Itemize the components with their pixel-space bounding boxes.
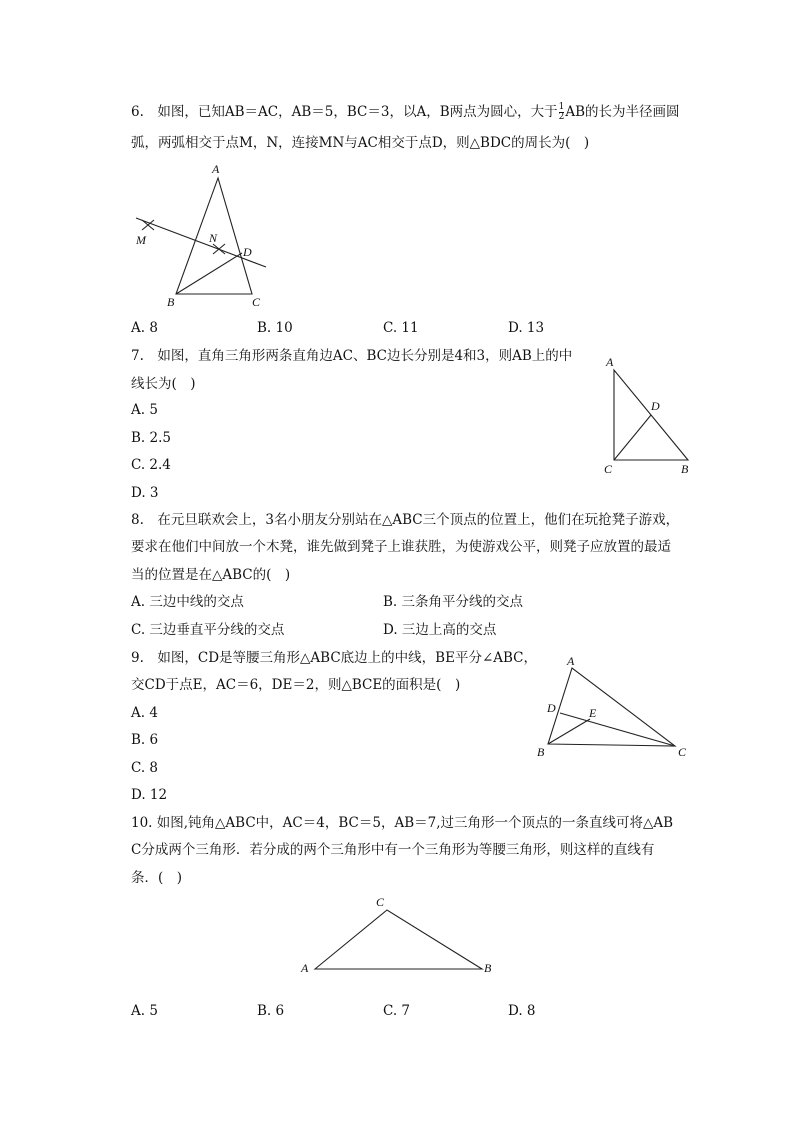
q8-option-b[interactable]: B. 三条角平分线的交点 xyxy=(383,594,524,610)
q10-option-b[interactable]: B. 6 xyxy=(257,1003,285,1019)
q9-option-d[interactable]: D. 12 xyxy=(131,787,168,803)
q9-stem-line1: 9. 如图，CD是等腰三角形△ABC底边上的中线，BE平分∠ABC， xyxy=(131,650,538,666)
q6-option-c[interactable]: C. 11 xyxy=(383,320,419,336)
q10-stem-line1: 10. 如图,钝角△ABC中，AC＝4，BC＝5，AB＝7,过三角形一个顶点的一条直线可将△AB xyxy=(131,815,674,831)
q6-fraction: $\frac{1}{2}$ xyxy=(558,102,565,122)
q7-option-c[interactable]: C. 2.4 xyxy=(131,457,171,473)
q10-label-b: B xyxy=(484,961,492,975)
q8-option-a[interactable]: A. 三边中线的交点 xyxy=(131,594,244,610)
q7-stem-line1: 7. 如图，直角三角形两条直角边AC、BC边长分别是4和3，则AB上的中 xyxy=(131,348,573,364)
q9-option-a[interactable]: A. 4 xyxy=(131,705,158,721)
q9-stem-line2: 交CD于点E，AC＝6，DE＝2，则△BCE的面积是( ) xyxy=(131,677,461,693)
q9-label-e: E xyxy=(589,706,597,720)
q6-option-a[interactable]: A. 8 xyxy=(131,320,158,336)
q9-label-d: D xyxy=(547,701,556,715)
q10-stem-line3: 条．( ) xyxy=(131,870,183,886)
q6-label-m: M xyxy=(136,233,146,247)
q6-option-d[interactable]: D. 13 xyxy=(508,320,545,336)
q9-label-c: C xyxy=(678,745,687,759)
q10-triangle xyxy=(315,910,482,969)
q10-option-a[interactable]: A. 5 xyxy=(131,1003,158,1019)
q8-option-d[interactable]: D. 三边上高的交点 xyxy=(383,622,497,638)
q6-label-a: A xyxy=(212,162,220,176)
q7-label-d: D xyxy=(651,399,660,413)
q6-stem-line2: 弧，两弧相交于点M，N，连接MN与AC相交于点D，则△BDC的周长为( ) xyxy=(131,135,590,151)
q9-option-b[interactable]: B. 6 xyxy=(131,732,159,748)
q6-segment-bd xyxy=(176,253,242,294)
q10-label-c: C xyxy=(376,895,385,909)
q8-stem-line2: 要求在他们中间放一个木凳，谁先做到凳子上谁获胜，为使游戏公平，则凳子应放置的最适 xyxy=(131,539,671,555)
q9-label-b: B xyxy=(537,745,545,759)
q10-label-a: A xyxy=(301,961,309,975)
q6-label-c: C xyxy=(252,295,261,309)
q7-label-a: A xyxy=(606,355,614,369)
q7-median-cd xyxy=(614,415,651,460)
q7-label-b: B xyxy=(681,462,689,476)
q9-figure xyxy=(540,660,690,760)
q10-option-c[interactable]: C. 7 xyxy=(383,1003,411,1019)
q6-option-b[interactable]: B. 10 xyxy=(257,320,293,336)
q10-figure xyxy=(310,900,490,980)
q6-label-n: N xyxy=(209,231,218,245)
q8-option-c[interactable]: C. 三边垂直平分线的交点 xyxy=(131,622,285,638)
q10-option-d[interactable]: D. 8 xyxy=(508,1003,536,1019)
q10-stem-line2: C分成两个三角形．若分成的两个三角形中有一个三角形为等腰三角形，则这样的直线有 xyxy=(131,842,655,858)
q9-triangle xyxy=(548,668,675,746)
q9-median-cd xyxy=(560,713,675,746)
q6-label-b: B xyxy=(167,295,175,309)
q9-option-c[interactable]: C. 8 xyxy=(131,760,159,776)
q8-stem-line1: 8. 在元旦联欢会上，3名小朋友分别站在△ABC三个顶点的位置上，他们在玩抢凳子游戏， xyxy=(131,512,680,528)
q7-figure xyxy=(600,360,700,470)
q7-stem-line2: 线长为( ) xyxy=(131,376,196,392)
q6-stem-line1: 6. 如图，已知AB＝AC，AB＝5，BC＝3，以A，B两点为圆心，大于 $\frac{1}{2}$ AB的长为半径画圆 xyxy=(131,102,680,122)
q7-option-b[interactable]: B. 2.5 xyxy=(131,430,171,446)
q7-label-c: C xyxy=(604,462,613,476)
q9-label-a: A xyxy=(567,654,575,668)
q6-label-d: D xyxy=(243,245,252,259)
q7-option-a[interactable]: A. 5 xyxy=(131,402,158,418)
q8-stem-line3: 当的位置是在△ABC的( ) xyxy=(131,567,291,583)
q7-option-d[interactable]: D. 3 xyxy=(131,485,159,501)
